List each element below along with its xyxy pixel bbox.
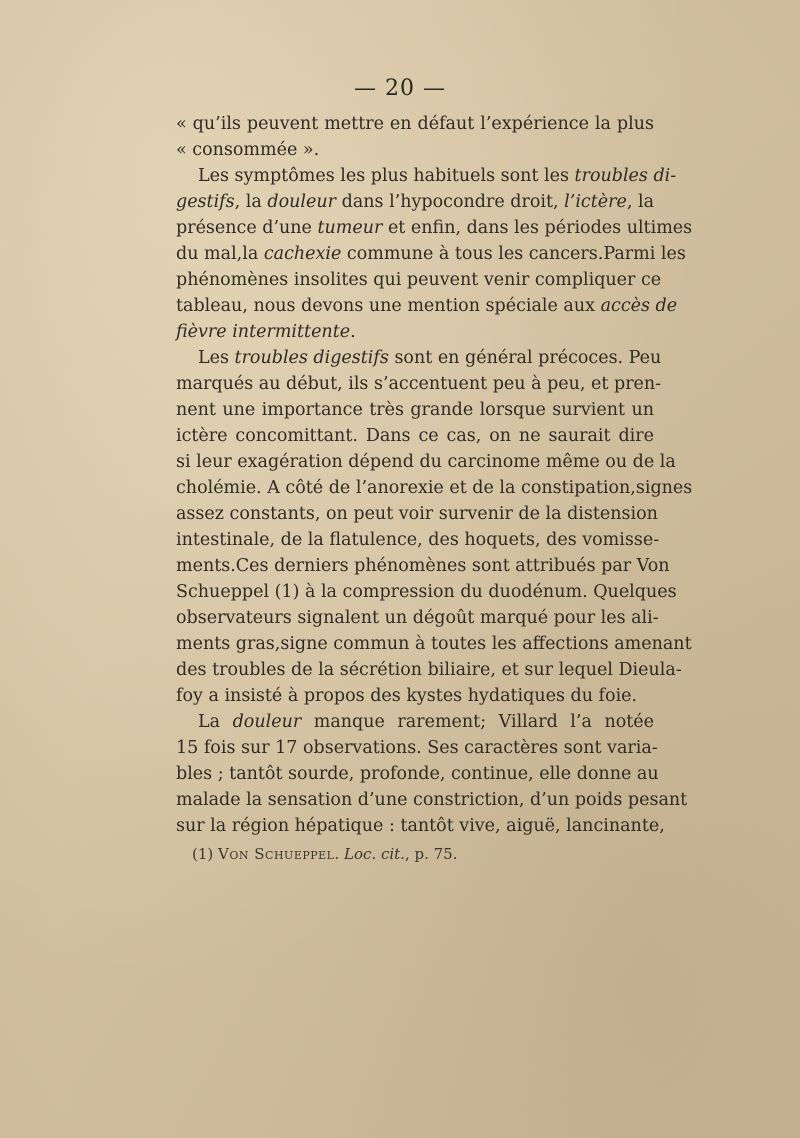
- text-line: [176, 813, 665, 839]
- text-run: « qu’ils peuvent mettre en défaut l’expérience la plus: [176, 114, 654, 134]
- text-line: [176, 735, 658, 761]
- text-line: [176, 371, 662, 397]
- text-run: La: [198, 712, 233, 732]
- text-run: nent une importance très grande lorsque survient un: [176, 400, 654, 420]
- italic-term: troubles di-: [574, 166, 677, 186]
- text-run: .: [350, 322, 356, 342]
- text-run: assez constants, on peut voir survenir de la distension: [176, 504, 658, 524]
- text-line: [176, 787, 688, 813]
- text-run: ments gras,signe commun à toutes les affections amenant: [176, 634, 692, 654]
- page-number: — 20 —: [354, 76, 446, 101]
- text-line: [176, 579, 677, 605]
- footnote-reference: Loc. cit.: [344, 845, 405, 863]
- text-run: bles ; tantôt sourde, profonde, continue, elle donne au: [176, 764, 659, 784]
- italic-term: douleur: [232, 712, 302, 732]
- italic-term: troubles digestifs: [234, 348, 389, 368]
- text-line: [176, 657, 682, 683]
- footnote: [192, 843, 458, 865]
- text-run: du mal,la: [176, 244, 264, 264]
- text-run: des troubles de la sécrétion biliaire, et sur lequel Dieula-: [176, 660, 682, 680]
- text-run: dans l’hypocondre droit,: [336, 192, 565, 212]
- text-line: [176, 189, 654, 215]
- italic-term: fièvre intermittente: [176, 322, 351, 342]
- text-run: et enfin, dans les périodes ultimes: [382, 218, 693, 238]
- text-run: Les symptômes les plus habituels sont les: [198, 166, 575, 186]
- text-line: [176, 683, 654, 709]
- italic-term: cachexie: [263, 244, 342, 264]
- text-run: cholémie. A côté de l’anorexie et de la constipation,signes: [176, 478, 693, 498]
- text-line: [176, 475, 693, 501]
- text-run: sont en général précoces. Peu: [388, 348, 662, 368]
- text-line: [176, 397, 654, 423]
- footnote-page: , p. 75.: [404, 845, 458, 863]
- text-run: Schueppel (1) à la compression du duodénum. Quelques: [176, 582, 677, 602]
- text-line: [176, 761, 659, 787]
- text-line: [176, 267, 662, 293]
- text-line: [176, 527, 660, 553]
- text-run: « consommée ».: [176, 140, 320, 160]
- text-line: [176, 501, 658, 527]
- text-run: ictère concomittant. Dans ce cas, on ne saurait dire: [176, 426, 654, 446]
- text-line: [176, 345, 662, 371]
- text-run: foy a insisté à propos des kystes hydatiques du foie.: [176, 686, 638, 706]
- italic-term: tumeur: [317, 218, 383, 238]
- italic-term: douleur: [267, 192, 337, 212]
- italic-term: l’ictère: [564, 192, 627, 212]
- text-line: [176, 709, 654, 735]
- text-run: intestinale, de la flatulence, des hoquets, des vomisse-: [176, 530, 660, 550]
- text-line: [176, 631, 692, 657]
- text-run: Les: [198, 348, 235, 368]
- text-run: observateurs signalent un dégoût marqué pour les ali-: [176, 608, 659, 628]
- footnote-marker: (1): [192, 845, 219, 863]
- text-line: [176, 449, 676, 475]
- italic-term: gestifs: [176, 192, 235, 212]
- text-run: ments.Ces derniers phénomènes sont attribués par Von: [176, 556, 670, 576]
- text-line: [176, 111, 654, 137]
- text-run: malade la sensation d’une constriction, d’un poids pesant: [176, 790, 688, 810]
- text-line: [176, 163, 677, 189]
- text-run: présence d’une: [176, 218, 318, 238]
- text-run: 15 fois sur 17 observations. Ses caractères sont varia-: [176, 738, 658, 758]
- text-line: [176, 241, 686, 267]
- italic-term: accès de: [600, 296, 678, 316]
- text-run: marqués au début, ils s’accentuent peu à peu, et pren-: [176, 374, 662, 394]
- text-line: [176, 137, 654, 163]
- text-line: [176, 215, 693, 241]
- text-run: sur la région hépatique : tantôt vive, aiguë, lancinante,: [176, 816, 665, 836]
- text-line: [176, 319, 654, 345]
- footnote-author: Von Schueppel: [218, 845, 335, 863]
- text-run: phénomènes insolites qui peuvent venir compliquer ce: [176, 270, 662, 290]
- text-line: [176, 605, 659, 631]
- footnote-separator: .: [334, 845, 345, 863]
- text-run: , la: [234, 192, 268, 212]
- text-run: si leur exagération dépend du carcinome même ou de la: [176, 452, 676, 472]
- text-line: [176, 423, 654, 449]
- text-line: [176, 293, 678, 319]
- text-run: , la: [626, 192, 655, 212]
- text-run: manque rarement; Villard l’a notée: [301, 712, 654, 732]
- text-line: [176, 553, 670, 579]
- text-run: commune à tous les cancers.Parmi les: [341, 244, 686, 264]
- text-run: tableau, nous devons une mention spéciale aux: [176, 296, 601, 316]
